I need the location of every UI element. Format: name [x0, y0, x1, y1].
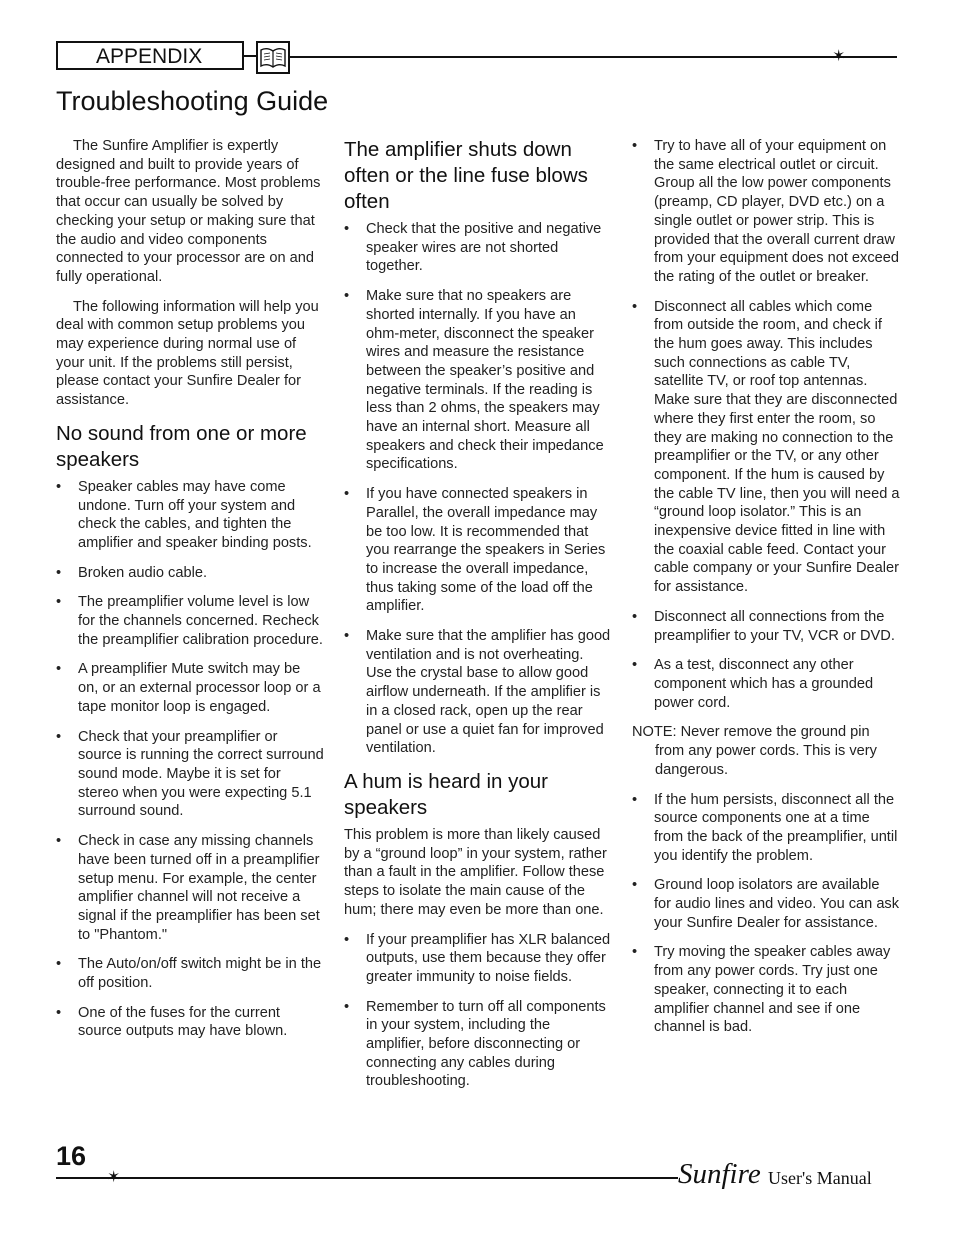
- column-3: [632, 137, 900, 1048]
- list-item: • Ground loop isolators are available for audio lines and video. You can ask your Sunfire Dealer for assistance.: [632, 876, 900, 932]
- list-item: • Broken audio cable.: [56, 564, 324, 583]
- hum-steps-list: [632, 137, 900, 712]
- brand-logo: Sunfire: [678, 1158, 761, 1190]
- list-item: • Check that your preamplifier or source is running the correct surround sound mode. Maybe it is set for stereo when you were expecting 5.1 surround sound.: [56, 728, 324, 822]
- list-item: • Disconnect all cables which come from outside the room, and check if the hum goes away. This includes such connections as cable TV, satellite TV, or roof top antennas. Make sure that they are disconnected where they first enter the room, so they are making no connection to the preamplifier or the TV, or any other component. If the hum is caused by the cable TV line, then you will need a “ground loop isolator.” This is an inexpensive device fitted in line with the coaxial cable feed. Contact your cable company or your Sunfire Dealer for assistance.: [632, 298, 900, 597]
- list-item: • If you have connected speakers in Parallel, the overall impedance may be too low. It is recommended that you rearrange the speakers in Series to increase the overall impedance, thus taking some of the load off the amplifier.: [344, 485, 612, 616]
- list-item: • Check that the positive and negative speaker wires are not shorted together.: [344, 220, 612, 276]
- list-item: • Check in case any missing channels have been turned off in a preamplifier setup menu. For example, the center amplifier channel will not receive a signal if the preamplifier has been set to "Phantom.": [56, 832, 324, 944]
- no-sound-list: [56, 478, 324, 1041]
- list-item: • Make sure that no speakers are shorted internally. If you have an ohm-meter, disconnect the speaker wires and measure the resistance between the speaker’s positive and negative terminals. If the reading is less than 2 ohms, the speakers may have an internal short. Measure all speakers and check their impedance specifications.: [344, 287, 612, 474]
- list-item: • A preamplifier Mute switch may be on, or an external processor loop or a tape monitor loop is engaged.: [56, 660, 324, 716]
- intro-paragraph-2: The following information will help you deal with common setup problems you may experience during normal use of your unit. If the problems still persist, please contact your Sunfire Dealer for assistance.: [56, 298, 319, 409]
- list-item: • If your preamplifier has XLR balanced outputs, use them because they offer greater immunity to noise fields.: [344, 931, 612, 987]
- list-item: • Try moving the speaker cables away from any power cords. Try just one speaker, connecting it to each amplifier channel and see if one channel is bad.: [632, 943, 900, 1037]
- column-1: [56, 137, 324, 1052]
- header-rule: [290, 56, 897, 58]
- list-item: • Make sure that the amplifier has good ventilation and is not overheating. Use the crystal base to allow good airflow underneath. If the amplifier is in a closed rack, open up the rear panel or use a quiet fan for improved ventilation.: [344, 627, 612, 758]
- header-connector: [244, 55, 256, 57]
- book-icon: [256, 41, 290, 74]
- heading-shuts-down: The amplifier shuts down often or the line fuse blows often: [344, 138, 588, 213]
- heading-hum: A hum is heard in your speakers: [344, 769, 548, 819]
- list-item: • One of the fuses for the current source outputs may have blown.: [56, 1004, 324, 1041]
- list-item: • Remember to turn off all components in your system, including the amplifier, before disconnecting or connecting any cables during troubleshooting.: [344, 998, 612, 1092]
- intro-paragraph-1: The Sunfire Amplifier is expertly designed and built to provide years of trouble-free performance. Most problems that occur can usually be solved by checking your setup or making sure that the audio and video components connected to your processor are on and fully operational.: [56, 138, 321, 285]
- list-item: • Speaker cables may have come undone. Turn off your system and check the cables, and tighten the amplifier and speaker binding posts.: [56, 478, 324, 553]
- list-item: • Disconnect all connections from the preamplifier to your TV, VCR or DVD.: [632, 608, 900, 645]
- hum-paragraph: This problem is more than likely caused by a “ground loop” in your system, rather than a fault in the amplifier. Follow these steps to isolate the main cause of the hum; there may even be more than one.: [344, 826, 607, 918]
- list-item: • Try to have all of your equipment on the same electrical outlet or circuit. Group all the low power components (preamp, CD player, DVD etc.) on a single outlet or power strip. This is provided that the overall current draw from your equipment does not exceed the rating of the outlet or breaker.: [632, 137, 900, 287]
- star-ornament: ✶: [832, 48, 846, 65]
- note-ground-pin: NOTE: Never remove the ground pin from any power cords. This is very dangerous.: [632, 724, 877, 778]
- hum-list: [344, 931, 612, 1092]
- heading-no-sound: No sound from one or more speakers: [56, 421, 307, 471]
- hum-steps-list-2: [632, 791, 900, 1037]
- column-2: [344, 137, 612, 1102]
- footer-rule: [56, 1177, 678, 1179]
- manual-label: User's Manual: [768, 1168, 872, 1188]
- shuts-down-list: [344, 220, 612, 758]
- page-title: Troubleshooting Guide: [56, 86, 329, 116]
- list-item: • If the hum persists, disconnect all the source components one at a time from the back of the preamplifier, until you identify the problem.: [632, 791, 900, 866]
- list-item: • As a test, disconnect any other component which has a grounded power cord.: [632, 656, 900, 712]
- star-ornament: ✶: [107, 1169, 121, 1186]
- list-item: • The preamplifier volume level is low for the channels concerned. Recheck the preamplifier calibration procedure.: [56, 593, 324, 649]
- list-item: • The Auto/on/off switch might be in the off position.: [56, 955, 324, 992]
- section-label: APPENDIX: [56, 41, 244, 70]
- page-number: 16: [56, 1141, 87, 1171]
